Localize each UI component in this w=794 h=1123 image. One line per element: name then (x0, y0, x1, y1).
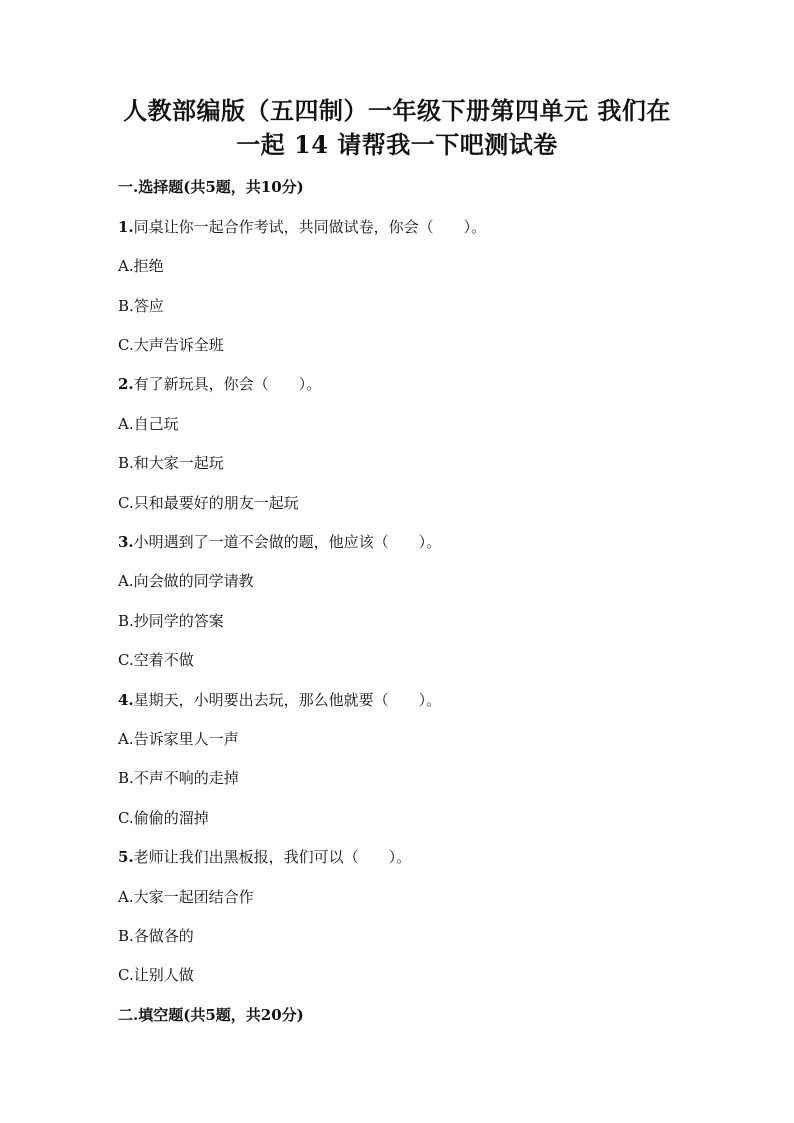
question-5-option-b: B.各做各的 (118, 927, 194, 945)
section-heading-fill-in: 二.填空题(共5题，共20分) (118, 1006, 304, 1024)
question-2-option-b: B.和大家一起玩 (118, 454, 224, 472)
question-3-option-a: A.向会做的同学请教 (118, 572, 254, 590)
question-5-option-a: A.大家一起团结合作 (118, 888, 254, 906)
exam-title-line-1: 人教部编版（五四制）一年级下册第四单元 我们在 (123, 96, 671, 125)
question-3-option-b: B.抄同学的答案 (118, 612, 224, 630)
question-3 (118, 532, 441, 552)
question-number: 5. (118, 848, 134, 866)
question-1-option-b: B.答应 (118, 297, 164, 315)
question-3-option-c: C.空着不做 (118, 651, 194, 669)
section-heading-choice: 一.选择题(共5题，共10分) (118, 178, 304, 196)
question-text: 小明遇到了一道不会做的题，他应该（ ）。 (133, 533, 442, 551)
question-number: 2. (118, 375, 134, 393)
question-1 (118, 217, 486, 237)
question-1-option-c: C.大声告诉全班 (118, 336, 224, 354)
question-text: 同桌让你一起合作考试，共同做试卷，你会（ ）。 (133, 218, 487, 236)
question-1-option-a: A.拒绝 (118, 257, 164, 275)
question-4-option-b: B.不声不响的走掉 (118, 769, 239, 787)
question-text: 星期天，小明要出去玩，那么他就要（ ）。 (133, 691, 442, 709)
exam-title-line-2: 一起 14 请帮我一下吧测试卷 (236, 130, 558, 159)
question-number: 4. (118, 691, 134, 709)
question-2-option-a: A.自己玩 (118, 415, 179, 433)
question-5 (118, 847, 411, 867)
question-4-option-c: C.偷偷的溜掉 (118, 809, 209, 827)
question-number: 1. (118, 218, 134, 236)
question-4 (118, 690, 441, 710)
question-text: 有了新玩具，你会（ ）。 (133, 375, 322, 393)
question-number: 3. (118, 533, 134, 551)
question-5-option-c: C.让别人做 (118, 966, 194, 984)
question-2 (118, 374, 321, 394)
question-4-option-a: A.告诉家里人一声 (118, 730, 239, 748)
question-text: 老师让我们出黑板报，我们可以（ ）。 (133, 848, 412, 866)
question-2-option-c: C.只和最要好的朋友一起玩 (118, 494, 299, 512)
